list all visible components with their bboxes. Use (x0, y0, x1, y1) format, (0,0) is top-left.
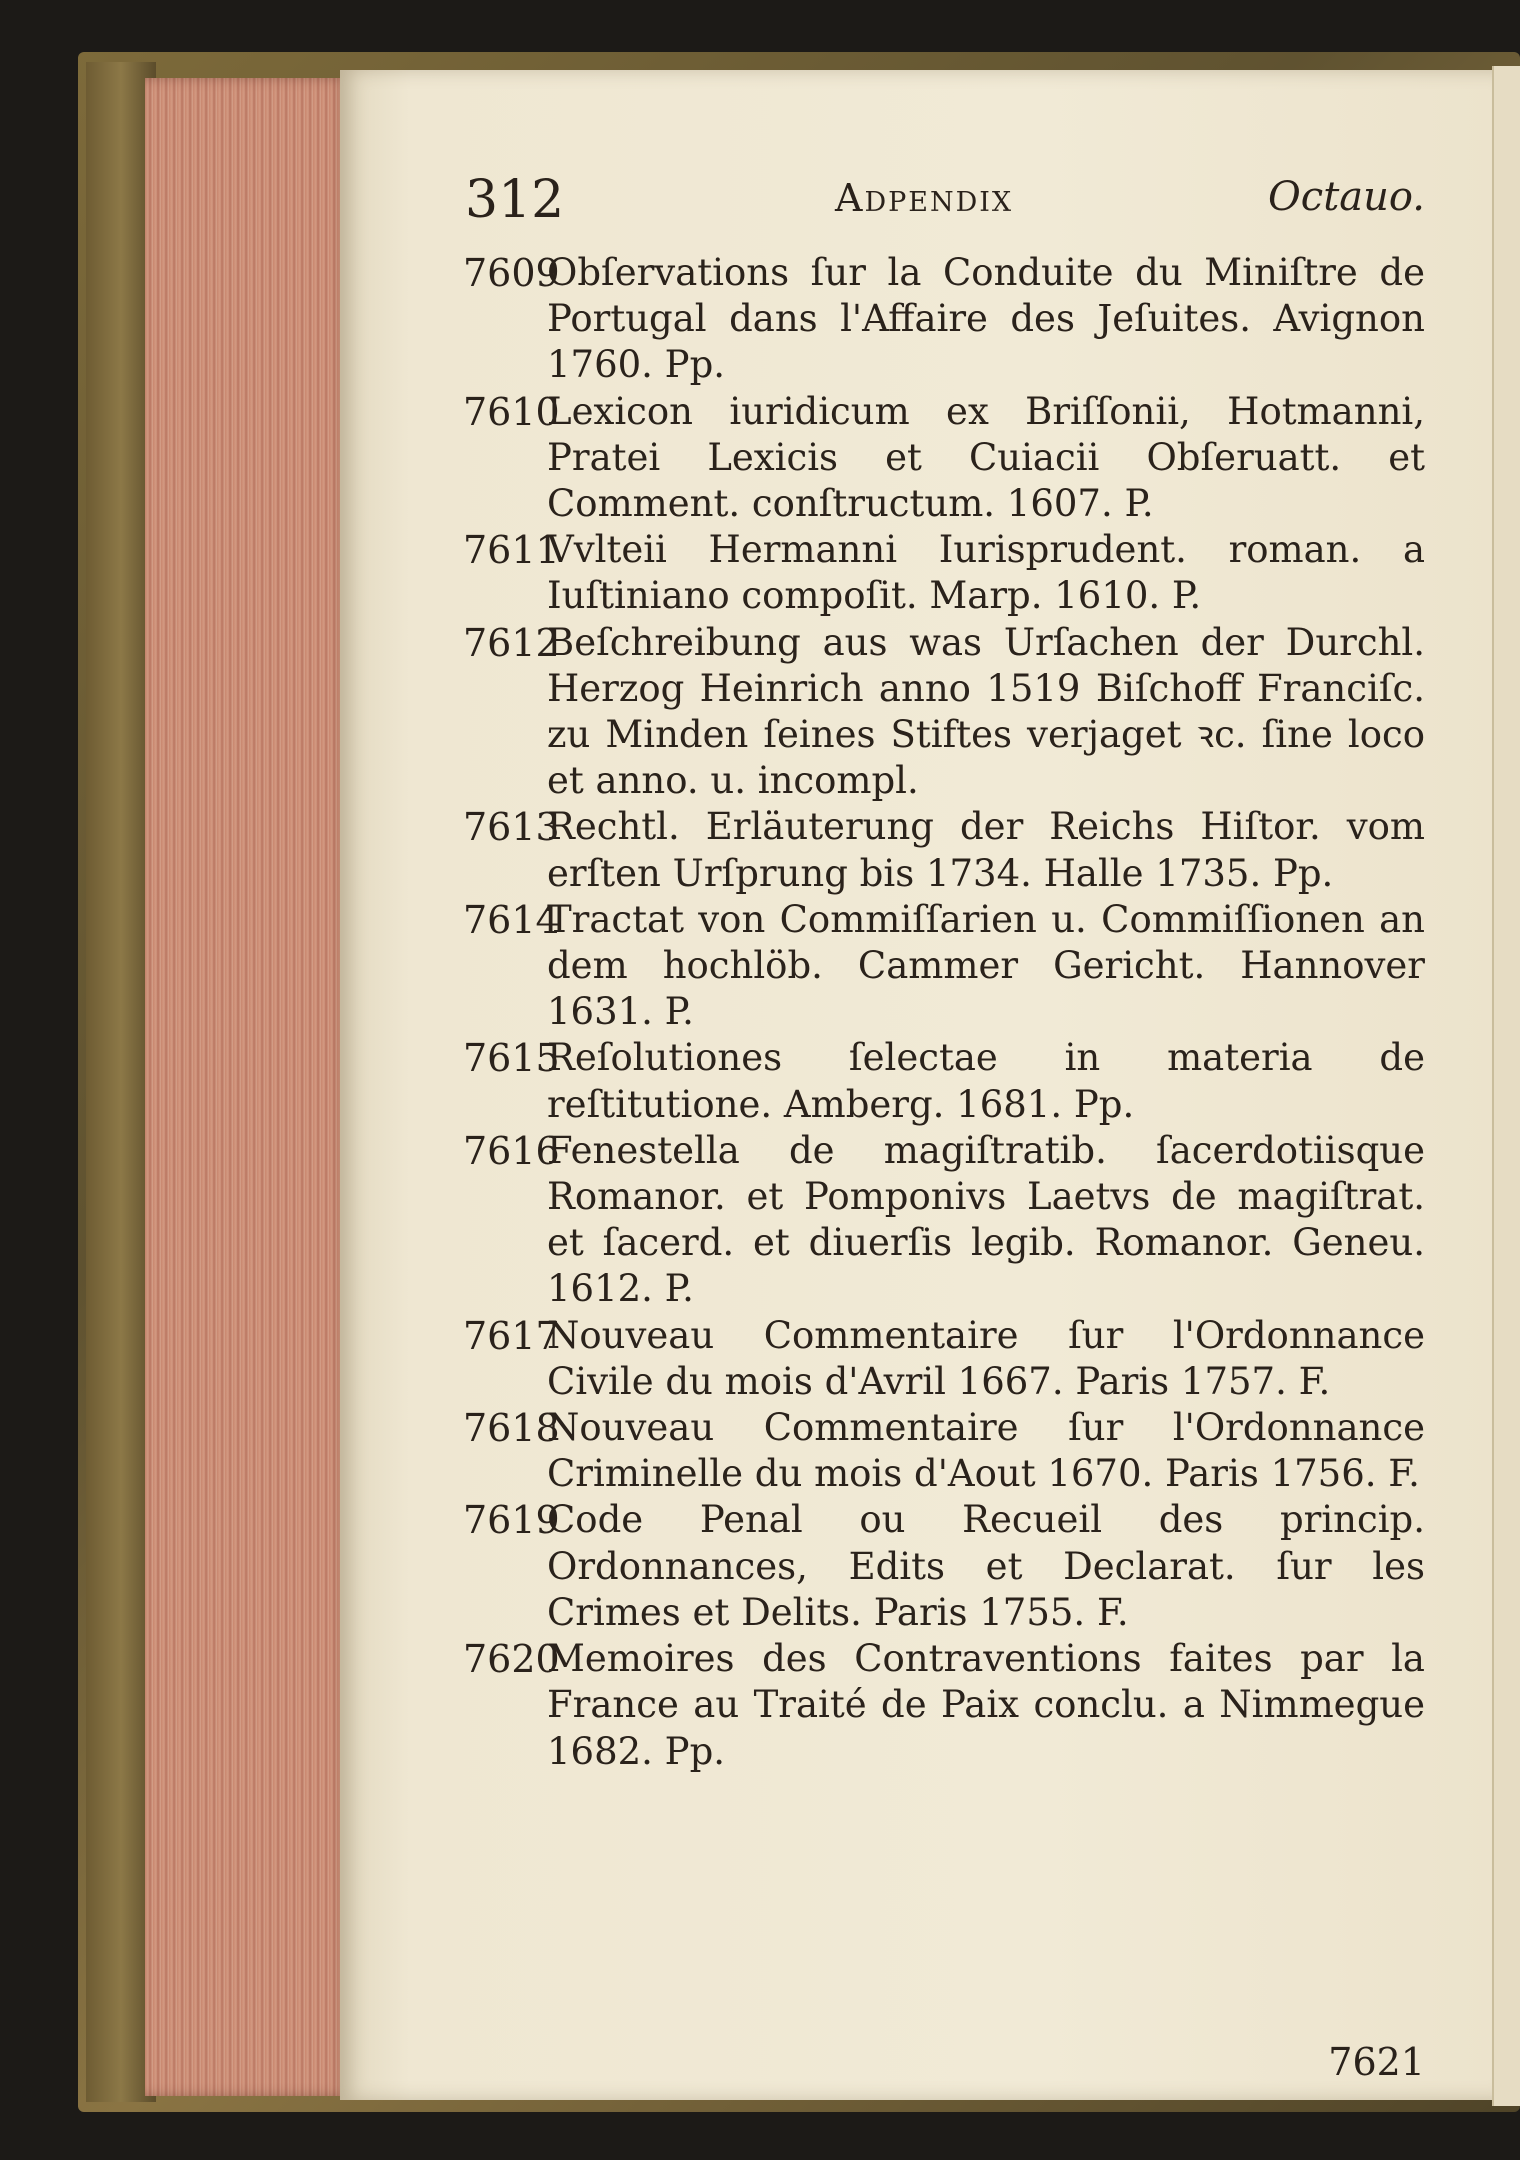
catalog-entry (465, 897, 1425, 1036)
page-header (465, 170, 1425, 250)
catalog-entry (465, 527, 1425, 619)
entry-number: 7612 (463, 620, 560, 665)
page-text (463, 170, 1425, 2084)
catalog-entry (465, 620, 1425, 805)
entry-number: 7618 (463, 1406, 560, 1451)
catalog-entry (465, 1405, 1425, 1497)
entry-text: Obſervations ſur la Conduite du Miniſtre de Portugal dans l'Affaire des Jeſuites. Avignon 1760. Pp. (547, 251, 1425, 387)
entry-text: Vvlteii Hermanni Iurisprudent. roman. a Iuſtiniano compoſit. Marp. 1610. P. (547, 528, 1425, 618)
entry-text: Fenestella de magiſtratib. ſacerdotiisque Romanor. et Pomponivs Laetvs de magiſtrat. et ſacerd. et diuerſis legib. Romanor. Geneu. 1612. P. (547, 1128, 1425, 1311)
entry-number: 7613 (463, 805, 560, 850)
entry-number: 7610 (463, 389, 560, 434)
catalog-entry (465, 1035, 1425, 1127)
entry-number: 7619 (463, 1498, 560, 1543)
entry-text: Reſolutiones ſelectae in materia de reſtitutione. Amberg. 1681. Pp. (547, 1036, 1425, 1126)
entry-text: Rechtl. Erläuterung der Reichs Hiſtor. vom erſten Urſprung bis 1734. Halle 1735. Pp. (547, 805, 1425, 895)
page-number: 312 (465, 170, 565, 230)
entry-text: Beſchreibung aus was Urſachen der Durchl. Herzog Heinrich anno 1519 Biſchoff Franciſc. zu Minden ſeines Stiftes verjaget ꝛc. ſine loco et anno. u. incompl. (547, 620, 1425, 803)
section-title: Octauo. (1268, 174, 1425, 220)
entry-text: Tractat von Commiſſarien u. Commiſſionen an dem hochlöb. Cammer Gericht. Hannover 1631. P. (547, 897, 1425, 1034)
page-edges (145, 78, 350, 2096)
entry-number: 7620 (463, 1637, 560, 1682)
catalog-entry (465, 389, 1425, 528)
entry-number: 7617 (463, 1313, 560, 1358)
running-title: Adpendix (835, 176, 1014, 220)
entry-number: 7609 (463, 251, 560, 295)
facing-page-edge (1492, 66, 1520, 2106)
catalog-entry (465, 804, 1425, 896)
entry-text: Nouveau Commentaire ſur l'Ordonnance Civile du mois d'Avril 1667. Paris 1757. F. (547, 1313, 1425, 1403)
entry-number: 7614 (463, 897, 560, 942)
catalog-entry (465, 1636, 1425, 1775)
catalog-entry (465, 1313, 1425, 1405)
catchword: 7621 (1328, 2040, 1425, 2084)
entry-text: Lexicon iuridicum ex Briſſonii, Hotmanni, Pratei Lexicis et Cuiacii Obſeruatt. et Comment. conſtructum. 1607. P. (547, 389, 1425, 526)
entry-number: 7615 (463, 1036, 560, 1081)
catalog-entry (465, 1497, 1425, 1636)
entry-number: 7611 (463, 528, 560, 573)
entry-text: Memoires des Contraventions faites par la France au Traité de Paix conclu. a Nimmegue 1682. Pp. (547, 1637, 1425, 1773)
entry-number: 7616 (463, 1128, 560, 1173)
catalog-entry (465, 1128, 1425, 1313)
entry-text: Code Penal ou Recueil des princip. Ordonnances, Edits et Declarat. ſur les Crimes et Delits. Paris 1755. F. (547, 1498, 1425, 1634)
entry-text: Nouveau Commentaire ſur l'Ordonnance Criminelle du mois d'Aout 1670. Paris 1756. F. (547, 1406, 1425, 1496)
catalog-entry (465, 250, 1425, 389)
